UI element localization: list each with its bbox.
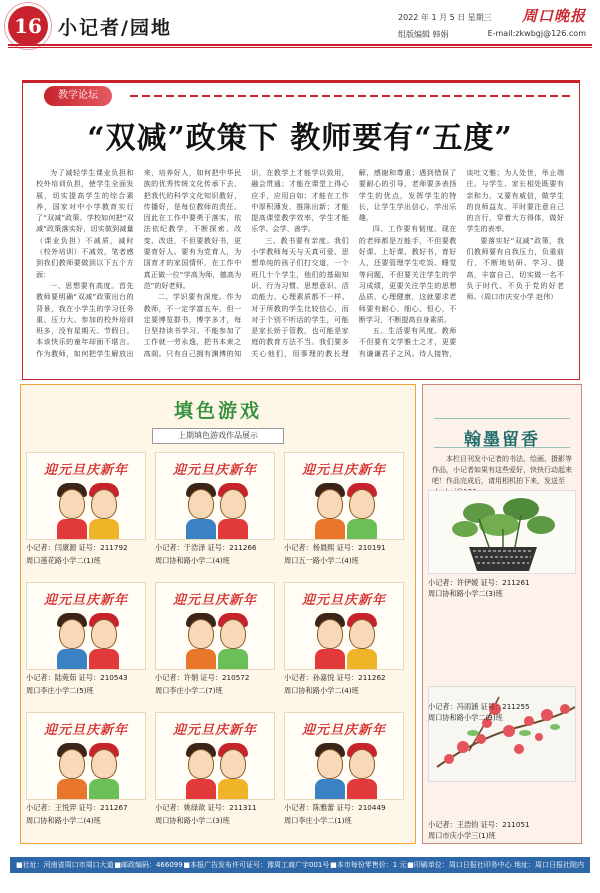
footer-printer: ■印刷单位：周口日报社印务中心 地址：周口日报社院内 [407,861,584,869]
coloring-artwork-image [284,582,404,670]
artwork-caption-school: 周口协和路小学二(4)班 [155,556,230,565]
boy-face [220,749,246,779]
coloring-artwork-image [26,712,146,800]
artwork-caption-school: 周口协和路小学二(3)班 [155,816,230,825]
article-headline: “双减”政策下 教师要有“五度” [87,121,513,156]
artwork-caption-name: 小记者：姚绿歆 证号：211311 [155,803,257,812]
hanmo-caption-name: 小记者：王浩钧 证号：211051 [428,820,530,829]
potted-plant-painting [429,491,576,574]
hanmo-intro: 本栏目刊发小记者的书法、绘画、摄影等作品，小记者如果有这些爱好，快快行动起来吧！作品完成后，请用相机拍下来，发送至 [432,455,572,485]
boy-outfit [218,519,248,540]
artwork-caption-text: 迎元旦庆新年 [172,463,257,478]
girl-face [59,489,85,519]
artwork-caption-school: 周口李庄小学二(1)班 [284,816,352,825]
newspaper-logo: 周口晚报 [521,7,586,25]
artwork-caption-school: 周口五一路小学二(4)班 [284,556,359,565]
artwork-caption-name: 小记者：杨晨熙 证号：210191 [284,543,386,552]
girl-outfit [57,649,87,670]
hanmo-caption-school: 周口协和路小学二(3)班 [428,589,503,598]
article-paragraph: 一、思想要有高度。首先教师要明确“双减”政策出台的背景，我在小学生的学习任务重、压力大、参加的校外培训班多，没有星期天、节假日。本该快乐的童年却面不堪言。作为教师，如何把学生解放出来，培养好人，如何把中华民族的优秀传统文化传承下去，把我代的科学文化知识教好，传播好，是每位教师的责任。因此在工作中要勇于落实，依法依纪教学，不断探索、改变、改进，不但要教好书，更要育好人。要有为党育人，为国育才的家国情怀，在工作中真正做一位“学高为师，德高为范”的好老师。 [36,168,242,358]
page-number: 16 [8,6,48,46]
header-rule-thin [8,47,592,48]
girl-outfit [315,519,345,540]
boy-face [349,749,375,779]
hanmo-caption-school: 周口协和路小学二(3)班 [428,713,503,722]
boy-face [91,489,117,519]
coloring-artwork-card [26,712,146,826]
boy-face [91,619,117,649]
coloring-artwork-image [284,712,404,800]
coloring-artwork-image [155,582,275,670]
coloring-artwork-image [155,452,275,540]
coloring-game-title: 填色游戏 [173,400,262,422]
contact-email: E-mail:zkwbgj@126.com [487,29,586,38]
girl-outfit [57,519,87,540]
coloring-artwork-card [26,582,146,696]
boy-face [220,489,246,519]
article-paragraph: 三、教书要有亲度。我们小学教师每天与天真可爱、思想单纯的孩子们打交道，一个班几十个学生，他们的基础知识、行为习惯、思想意识、活动能力、心理素质都不一样。对于所教的学生比较信心，而对于个别不听话的学生，可能是家长娇于管教，也可能是家庭的教育方法不当。我们要多关心他们，用事理的教长理解，感谢和尊重；遇到错误了要耐心的引导，老师要多表扬学生的优点，发挥学生的特长，让学生学出信心，学出乐趣。 [251,168,457,358]
boy-outfit [89,519,119,540]
hanmo-title: 翰墨留香 [464,430,540,450]
footer-price: ■本市每份零售价：1 元 [330,861,407,869]
girl-face [59,749,85,779]
coloring-artwork-card [284,582,404,696]
article-paragraph: 二、学识要有深度。作为教师，不一定学富五车，但一定要博览群书，博学多才，每日坚持读书学习。不能参加了工作就一劳永逸，把书本束之高阁。只有自己拥有渊博的知识，在教学上才能学以致用，融会贯通；才能在课堂上得心应手，应用自如；才能在工作中厚积薄发，推陈出新；才能提高课堂教学效率，学生才能乐学、会学、善学。 [143,168,349,358]
boy-outfit [218,649,248,670]
artwork-caption-text: 迎元旦庆新年 [301,723,386,738]
article-paragraph: 五、生活要有风度。教师不但要有文学雅士之才，更要有谦谦君子之风。待人接物，谈吐文雅；为人处世，举止端庄。与学生、家长相处既要有亲和力，又要有威信，做学生的良师益友。平时要注意自己的言行，穿着大方得体，做好学生的表率。 [358,168,564,358]
article-body [36,167,564,373]
page-editor: 组版编辑 韩娟 [398,30,449,39]
column-tag: 教学论坛 [44,86,112,106]
coloring-artwork-card [155,712,275,826]
boy-face [220,619,246,649]
artwork-caption-school: 周口莲花路小学二(1)班 [26,556,101,565]
girl-outfit [315,779,345,800]
coloring-artwork-card [284,452,404,566]
coloring-artwork-image [155,712,275,800]
girl-outfit [186,519,216,540]
hanmo-caption-school: 周口市庆小学三(1)班 [428,831,496,840]
artwork-caption-text: 迎元旦庆新年 [172,593,257,608]
girl-face [317,489,343,519]
hanmo-caption-name: 小记者：许伊媛 证号：211261 [428,578,530,587]
girl-face [188,489,214,519]
artwork-caption-text: 迎元旦庆新年 [43,463,128,478]
header-rule [8,44,592,46]
girl-outfit [186,649,216,670]
artwork-caption-name: 小记者：闫康源 证号：211792 [26,543,128,552]
coloring-artwork-card [155,452,275,566]
issue-date: 2022 年 1 月 5 日 星期三 [398,13,492,22]
girl-outfit [186,779,216,800]
artwork-caption-name: 小记者：于浩泽 证号：211266 [155,543,257,552]
coloring-artwork-card [26,452,146,566]
artwork-caption-school: 周口李庄小学二(7)班 [155,686,223,695]
artwork-caption-name: 小记者：陈雅蕾 证号：210449 [284,803,386,812]
tag-decoration [130,95,570,97]
coloring-artwork-image [26,452,146,540]
artwork-potted-plant [428,490,576,574]
coloring-game-subtitle: 上期填色游戏作品展示 [152,428,284,444]
coloring-artwork-card [155,582,275,696]
footer-address: ■社址：河南省周口市周口大道 [16,861,114,869]
girl-outfit [57,779,87,800]
section-title: 小记者/园地 [58,17,172,39]
girl-outfit [315,649,345,670]
footer-bar [10,857,590,873]
artwork-caption-text: 迎元旦庆新年 [301,463,386,478]
boy-outfit [347,649,377,670]
artwork-caption-school: 周口协和路小学二(4)班 [284,686,359,695]
artwork-caption-name: 小记者：孙嘉悦 证号：211262 [284,673,386,682]
boy-face [349,489,375,519]
artwork-caption-name: 小记者：许娟 证号：210572 [155,673,250,682]
footer-ad-license: ■本报广告发布许可证号：豫周工商广字001号 [183,861,330,869]
artwork-caption-text: 迎元旦庆新年 [172,723,257,738]
boy-face [91,749,117,779]
coloring-artwork-image [284,452,404,540]
girl-face [59,619,85,649]
coloring-artwork-image [26,582,146,670]
artwork-caption-name: 小记者：陆菀茹 证号：210543 [26,673,128,682]
boy-outfit [347,779,377,800]
artwork-caption-school: 周口协和路小学二(4)班 [26,816,101,825]
artwork-caption-text: 迎元旦庆新年 [43,723,128,738]
footer-postcode: ■邮政编码：466099 [114,861,183,869]
girl-face [317,619,343,649]
boy-outfit [89,779,119,800]
artwork-caption-name: 小记者：王悦羿 证号：211267 [26,803,128,812]
article-paragraph: 要落实好“双减”政策，我们教师要有自我压力，负重前行，不断地钻研、学习、提高，丰富自己，切实做一名不负于时代、不负于党的好老师。（周口市庆安小学 赵伟） [466,235,564,302]
hanmo-caption-name: 小记者：冯雨涵 证号：211255 [428,702,530,711]
article-paragraph: 四、工作要有韧度。现在的老师都是万能手，不但要教好课、上好课、教好书，育好人，还要管理学生吃饭、睡觉等问题，不但要关注学生的学习成绩，更要关注学生的思想品质、心理健康，这就要求老师要有耐心、细心、恒心，不断学习，不断提高自身素质。 [358,224,457,324]
boy-outfit [347,519,377,540]
boy-face [349,619,375,649]
girl-face [188,619,214,649]
boy-outfit [89,649,119,670]
artwork-caption-text: 迎元旦庆新年 [301,593,386,608]
girl-face [188,749,214,779]
boy-outfit [218,779,248,800]
artwork-caption-school: 周口李庄小学二(5)班 [26,686,94,695]
article-paragraph: 为了减轻学生课业负担和校外培训负担，使学生全面发展，切实提高学生的综合素养，国家对中小学教育实行了“双减”政策。学校如何把“双减”政策落实好，切实做到减量（课业负担）不减质，减时（校外培训）不减效，笔者感到我们教师要做到以下五个方面： [36,168,134,279]
girl-face [317,749,343,779]
artwork-caption-text: 迎元旦庆新年 [43,593,128,608]
coloring-artwork-card [284,712,404,826]
